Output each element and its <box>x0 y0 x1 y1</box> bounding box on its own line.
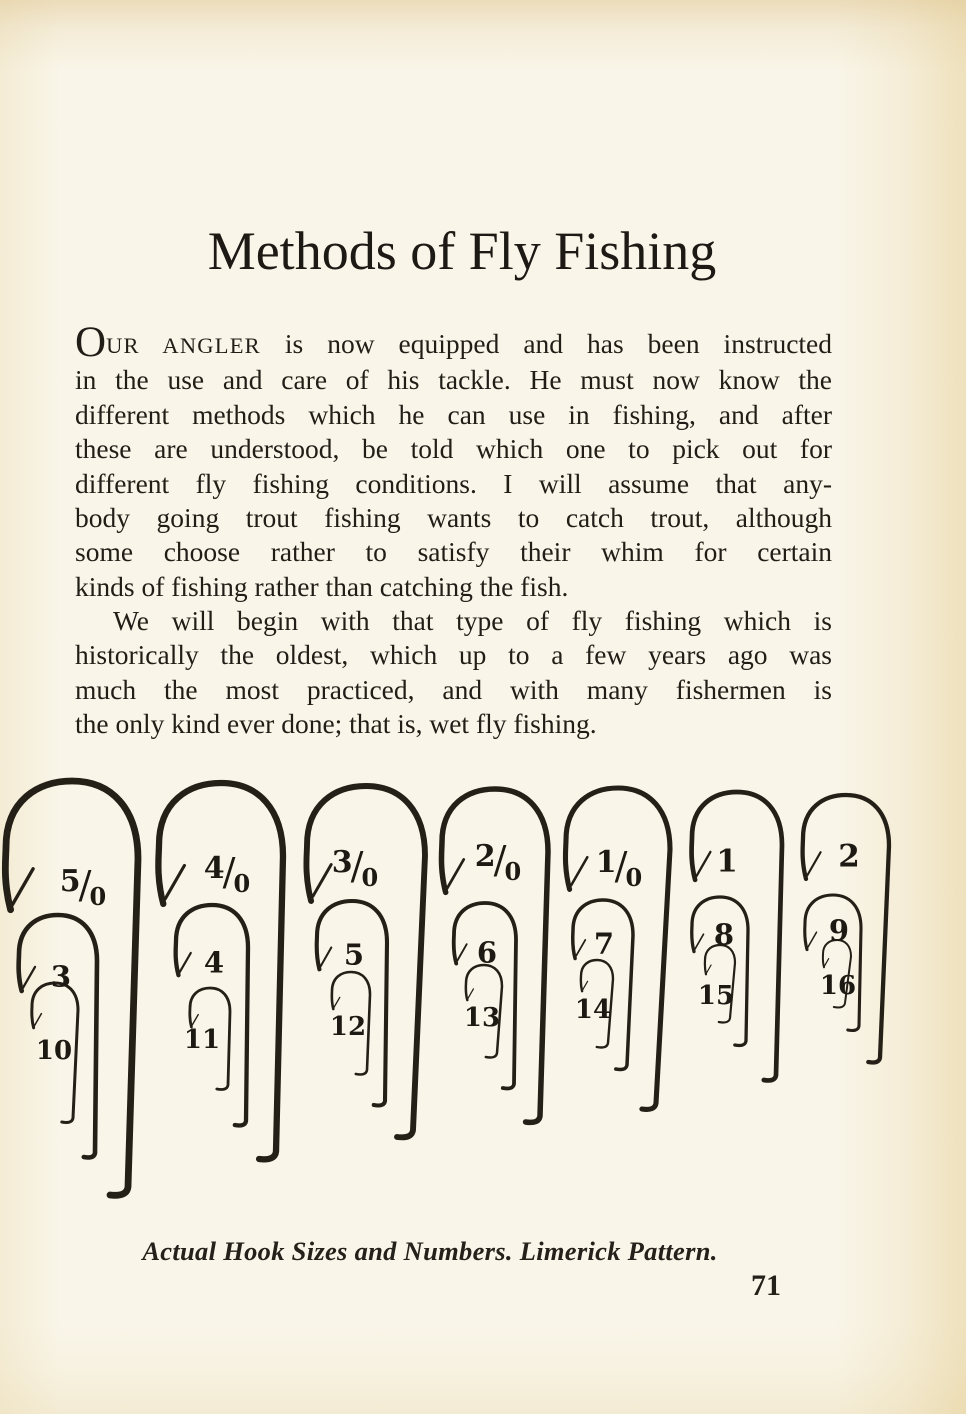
hook-size-label: 10 <box>35 1036 73 1066</box>
text-line: body going trout fishing wants to catch trout, although <box>75 502 832 534</box>
hook-medium-outline <box>454 903 516 1089</box>
hook-size-label: 9 <box>828 913 850 948</box>
hook-size-label: 4/0 <box>203 850 251 898</box>
hook-barb <box>447 860 463 889</box>
hook-size-label: 8 <box>713 917 735 952</box>
hook-barb <box>824 959 828 967</box>
hook-size-label: 13 <box>463 1003 501 1033</box>
hook-group <box>306 786 425 1137</box>
hook-barb <box>192 1015 198 1026</box>
lead-capital: O <box>75 319 107 366</box>
hook-medium-outline <box>176 905 248 1126</box>
text-line: We will begin with that type of fly fishing which is <box>113 605 832 636</box>
hook-size-label: 2/0 <box>474 838 522 886</box>
hook-size-label: 2 <box>838 838 860 875</box>
hook-barb <box>576 940 585 956</box>
hook-size-label: 15 <box>697 981 735 1011</box>
hook-medium-outline <box>317 901 387 1106</box>
text-line: historically the oldest, which up to a few years ago was <box>75 639 832 671</box>
text-line: these are understood, be told which one to pick out for <box>75 433 832 465</box>
hook-barb <box>334 997 340 1007</box>
hook-barb <box>180 953 191 972</box>
hook-barb <box>13 869 33 905</box>
hook-size-label: 16 <box>819 971 857 1001</box>
hook-barb <box>457 944 467 961</box>
hook-large-outline <box>692 792 782 1080</box>
first-line-text: is now equipped and has been instructed <box>284 328 832 359</box>
hook-barb <box>697 852 711 876</box>
text-line: kinds of fishing rather than catching the fish. <box>75 570 569 602</box>
hook-barb <box>321 948 332 967</box>
small-caps-phrase: UR ANGLER <box>106 333 261 358</box>
hook-size-label: 7 <box>593 926 615 961</box>
hook-group <box>692 792 782 1080</box>
text-line: in the use and care of his tackle. He must now know the <box>75 364 832 396</box>
hook-barb <box>468 989 474 999</box>
hook-barb <box>23 967 35 988</box>
hook-size-label: 6 <box>476 935 498 970</box>
hook-size-label: 11 <box>183 1025 221 1055</box>
hook-size-label: 3 <box>50 959 72 994</box>
text-line: the only kind ever done; that is, wet fly fishing. <box>75 708 597 740</box>
hook-barb <box>808 932 817 947</box>
hook-group <box>5 781 138 1195</box>
hook-barb <box>34 1014 41 1026</box>
figure-caption: Actual Hook Sizes and Numbers. Limerick Pattern. <box>142 1236 718 1266</box>
hook-barb <box>583 981 588 990</box>
text-line: different fly fishing conditions. I will assume that any- <box>75 467 832 499</box>
hook-barb <box>707 965 712 973</box>
hook-barb <box>571 857 587 885</box>
hook-barb <box>807 852 820 875</box>
hook-size-label: 1/0 <box>595 844 643 892</box>
hook-size-label: 5/0 <box>59 863 107 911</box>
hook-size-label: 12 <box>329 1012 367 1042</box>
hook-size-label: 14 <box>574 995 612 1025</box>
hook-group <box>565 788 670 1109</box>
hook-size-label: 5 <box>343 937 365 972</box>
hook-size-label: 4 <box>203 945 225 980</box>
page-number: 71 <box>751 1269 781 1302</box>
hook-size-label: 1 <box>716 843 738 880</box>
hook-barb <box>695 934 704 949</box>
hook-barb <box>313 865 331 897</box>
text-line: much the most practiced, and with many fishermen is <box>75 673 832 705</box>
hook-barb <box>165 866 184 899</box>
text-line: some choose rather to satisfy their whim for certain <box>75 536 832 568</box>
text-line: different methods which he can use in fishing, and after <box>75 398 832 430</box>
hook-size-label: 3/0 <box>331 844 379 892</box>
chapter-title: Methods of Fly Fishing <box>207 221 717 281</box>
